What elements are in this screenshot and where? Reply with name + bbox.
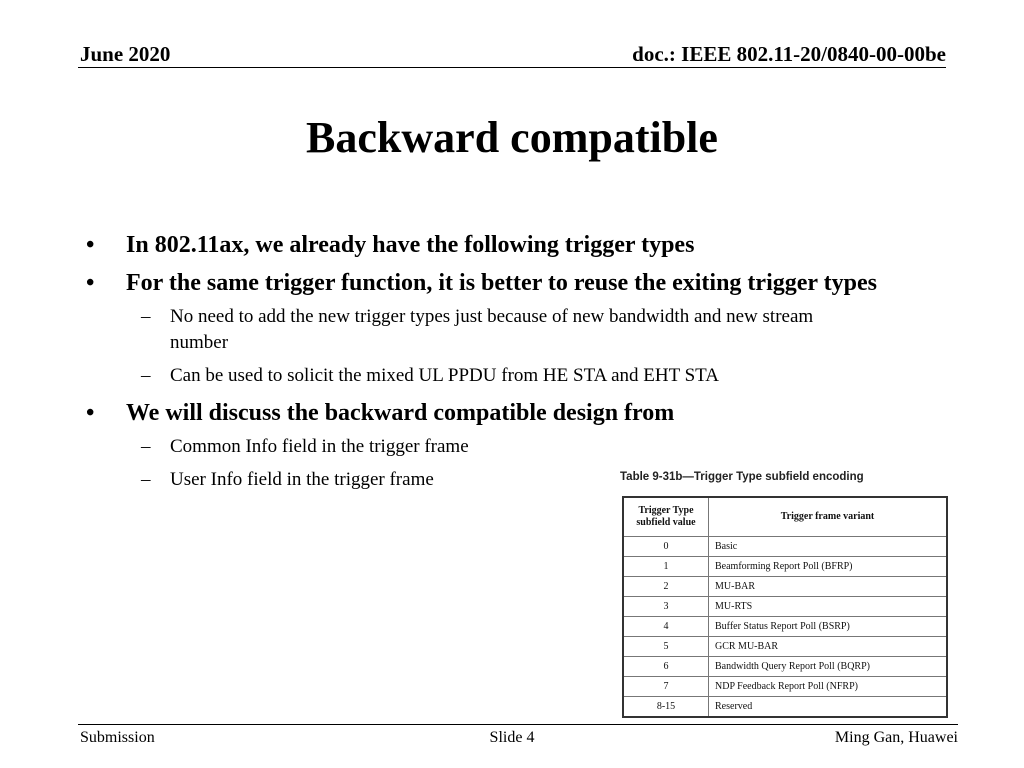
footer-submission: Submission [80, 729, 155, 746]
sub-bullet-text: Can be used to solicit the mixed UL PPDU from HE STA and EHT STA [170, 365, 719, 386]
table-header-row [623, 497, 947, 537]
table-row [623, 557, 947, 577]
table-cell-variant: GCR MU-BAR [709, 637, 948, 657]
table-row [623, 617, 947, 637]
table-cell-value: 4 [623, 617, 709, 637]
sub-bullet-item [86, 434, 870, 460]
table-row [623, 657, 947, 677]
bullet-marker: • [86, 400, 95, 426]
table-row [623, 637, 947, 657]
footer-author: Ming Gan, Huawei [834, 729, 958, 746]
slide-title: Backward compatible [306, 113, 718, 162]
bullet-marker: • [86, 270, 95, 296]
table-cell-value: 2 [623, 577, 709, 597]
bullet-text: For the same trigger function, it is better to reuse the exiting trigger types [126, 270, 877, 296]
table-cell-variant: Bandwidth Query Report Poll (BQRP) [709, 657, 948, 677]
header-rule [78, 67, 946, 68]
bullet-marker: • [86, 232, 95, 258]
header-date: June 2020 [80, 42, 171, 66]
table-cell-value: 3 [623, 597, 709, 617]
table-cell-variant: NDP Feedback Report Poll (NFRP) [709, 677, 948, 697]
sub-bullet-item [86, 363, 870, 389]
table-cell-value: 5 [623, 637, 709, 657]
sub-bullet-marker: – [141, 306, 151, 327]
table-header-value: Trigger Type subfield value [623, 497, 709, 537]
bullet-item [86, 228, 886, 262]
header-doc-id: doc.: IEEE 802.11-20/0840-00-00be [632, 42, 946, 66]
table-cell-variant: Reserved [709, 697, 948, 718]
sub-bullet-text: No need to add the new trigger types just because of new bandwidth and new stream number [170, 306, 814, 353]
sub-bullet-marker: – [141, 436, 151, 457]
footer-rule [78, 724, 958, 725]
table-cell-value: 1 [623, 557, 709, 577]
table-cell-variant: MU-BAR [709, 577, 948, 597]
sub-bullet-item [86, 304, 870, 356]
bullet-list [86, 228, 886, 500]
table-row [623, 697, 947, 718]
sub-bullet-text: Common Info field in the trigger frame [170, 436, 469, 457]
table-row [623, 597, 947, 617]
table-cell-value: 6 [623, 657, 709, 677]
footer-slide-number: Slide 4 [489, 729, 535, 746]
table-cell-value: 8-15 [623, 697, 709, 718]
table-cell-value: 0 [623, 537, 709, 557]
bullet-text: We will discuss the backward compatible design from [126, 400, 675, 426]
table-cell-variant: Beamforming Report Poll (BFRP) [709, 557, 948, 577]
table-row [623, 577, 947, 597]
table-row [623, 677, 947, 697]
sub-bullet-marker: – [141, 365, 151, 386]
sub-bullet-text: User Info field in the trigger frame [170, 469, 434, 490]
table-cell-variant: MU-RTS [709, 597, 948, 617]
sub-bullet-marker: – [141, 469, 151, 490]
table-cell-variant: Basic [709, 537, 948, 557]
bullet-item [86, 396, 886, 430]
bullet-text: In 802.11ax, we already have the following trigger types [126, 232, 695, 258]
table-header-variant: Trigger frame variant [709, 497, 948, 537]
table-row [623, 537, 947, 557]
table-cell-variant: Buffer Status Report Poll (BSRP) [709, 617, 948, 637]
table-caption: Table 9-31b—Trigger Type subfield encoding [620, 471, 864, 483]
bullet-item [86, 266, 886, 300]
trigger-type-table [622, 496, 948, 718]
table-cell-value: 7 [623, 677, 709, 697]
